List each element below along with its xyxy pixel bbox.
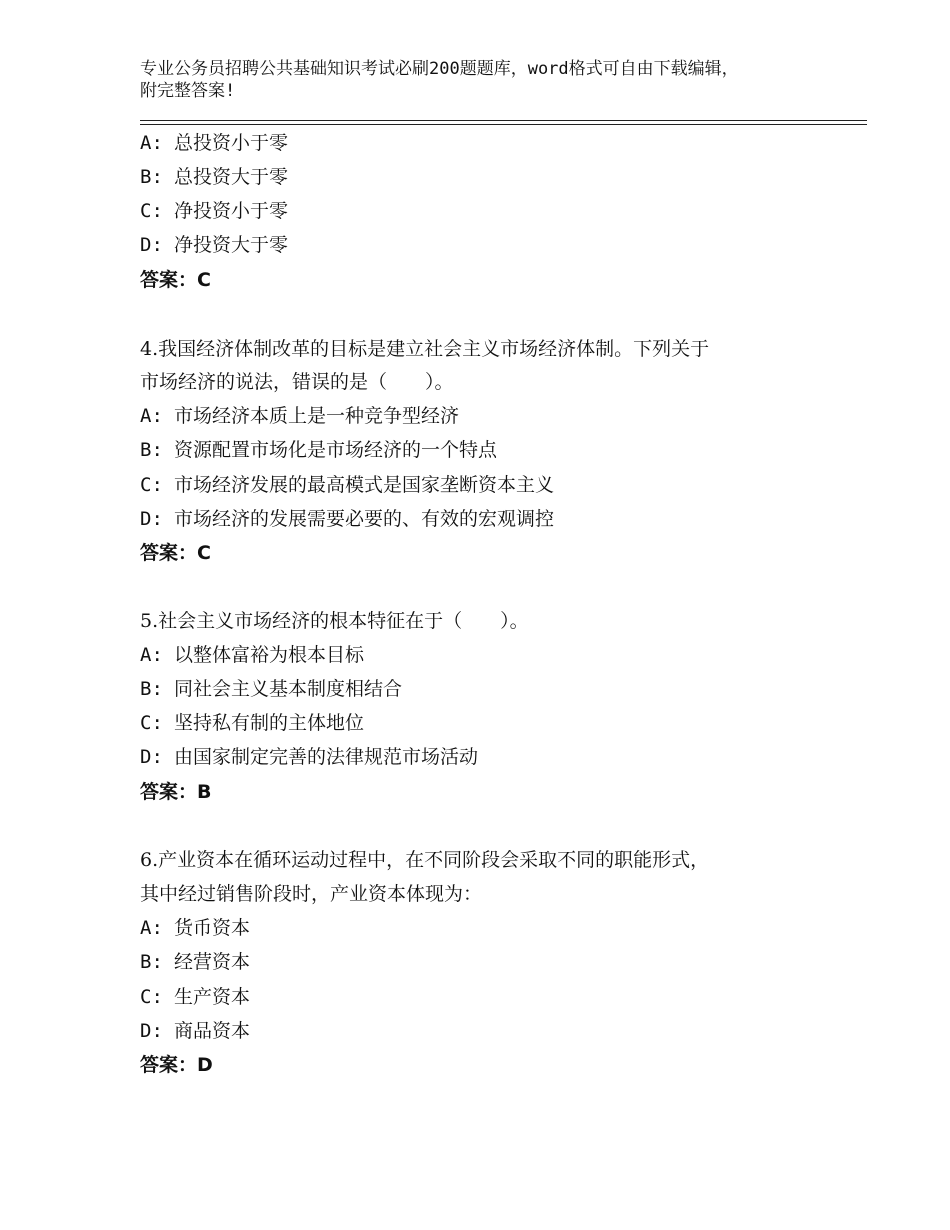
q6-stem-line-1: 6.产业资本在循环运动过程中，在不同阶段会采取不同的职能形式， [140, 849, 710, 871]
option-text: 生产资本 [174, 986, 251, 1008]
document-header [140, 58, 840, 102]
q5-answer: 答案：B [140, 781, 212, 803]
q4-option-a [140, 404, 459, 428]
q6-answer: 答案：D [140, 1054, 213, 1076]
q4-option-c [140, 473, 554, 497]
q4-option-b [140, 438, 497, 462]
q6-option-b [140, 950, 250, 974]
q6-option-c [140, 985, 250, 1009]
option-letter: D: [140, 1020, 163, 1042]
option-text: 商品资本 [174, 1020, 251, 1042]
q5-option-b [140, 677, 402, 701]
option-letter: C: [140, 986, 163, 1008]
option-text: 资源配置市场化是市场经济的一个特点 [174, 439, 498, 461]
q4-stem-line-1: 4.我国经济体制改革的目标是建立社会主义市场经济体制。下列关于 [140, 338, 710, 360]
option-letter: A: [140, 405, 163, 427]
q3-option-d [140, 233, 288, 257]
option-text: 以整体富裕为根本目标 [174, 644, 365, 666]
q6-option-a [140, 916, 250, 940]
option-text: 净投资大于零 [174, 234, 289, 256]
option-letter: B: [140, 678, 163, 700]
option-letter: A: [140, 132, 163, 154]
q3-option-b [140, 165, 288, 189]
option-text: 同社会主义基本制度相结合 [174, 678, 403, 700]
header-divider [140, 120, 867, 121]
option-text: 净投资小于零 [174, 200, 289, 222]
option-letter: D: [140, 746, 163, 768]
header-divider-double [140, 124, 867, 125]
q5-option-c [140, 711, 364, 735]
option-text: 市场经济的发展需要必要的、有效的宏观调控 [174, 508, 555, 530]
header-line-1: 专业公务员招聘公共基础知识考试必刷200题题库，word格式可自由下载编辑， [140, 59, 739, 79]
option-letter: D: [140, 234, 163, 256]
option-letter: C: [140, 712, 163, 734]
header-line-2: 附完整答案! [140, 81, 236, 101]
option-letter: C: [140, 474, 163, 496]
q4-stem-line-2: 市场经济的说法，错误的是（ ）。 [140, 371, 454, 393]
option-text: 货币资本 [174, 917, 251, 939]
q3-answer: 答案：C [140, 269, 211, 291]
q4-answer: 答案：C [140, 542, 211, 564]
q3-option-c [140, 199, 288, 223]
option-letter: C: [140, 200, 163, 222]
option-text: 总投资大于零 [174, 166, 289, 188]
option-text: 总投资小于零 [174, 132, 289, 154]
option-letter: B: [140, 951, 163, 973]
option-text: 由国家制定完善的法律规范市场活动 [174, 746, 479, 768]
q3-option-a [140, 131, 288, 155]
q6-stem-line-2: 其中经过销售阶段时，产业资本体现为： [140, 883, 483, 905]
q5-option-a [140, 643, 364, 667]
q5-stem-line-1: 5.社会主义市场经济的根本特征在于（ ）。 [140, 610, 529, 632]
option-letter: D: [140, 508, 163, 530]
option-text: 市场经济发展的最高模式是国家垄断资本主义 [174, 474, 555, 496]
option-letter: B: [140, 166, 163, 188]
q5-option-d [140, 745, 478, 769]
q6-option-d [140, 1019, 250, 1043]
option-letter: B: [140, 439, 163, 461]
option-text: 坚持私有制的主体地位 [174, 712, 365, 734]
option-text: 市场经济本质上是一种竞争型经济 [174, 405, 460, 427]
option-letter: A: [140, 644, 163, 666]
q4-option-d [140, 507, 554, 531]
option-letter: A: [140, 917, 163, 939]
option-text: 经营资本 [174, 951, 251, 973]
